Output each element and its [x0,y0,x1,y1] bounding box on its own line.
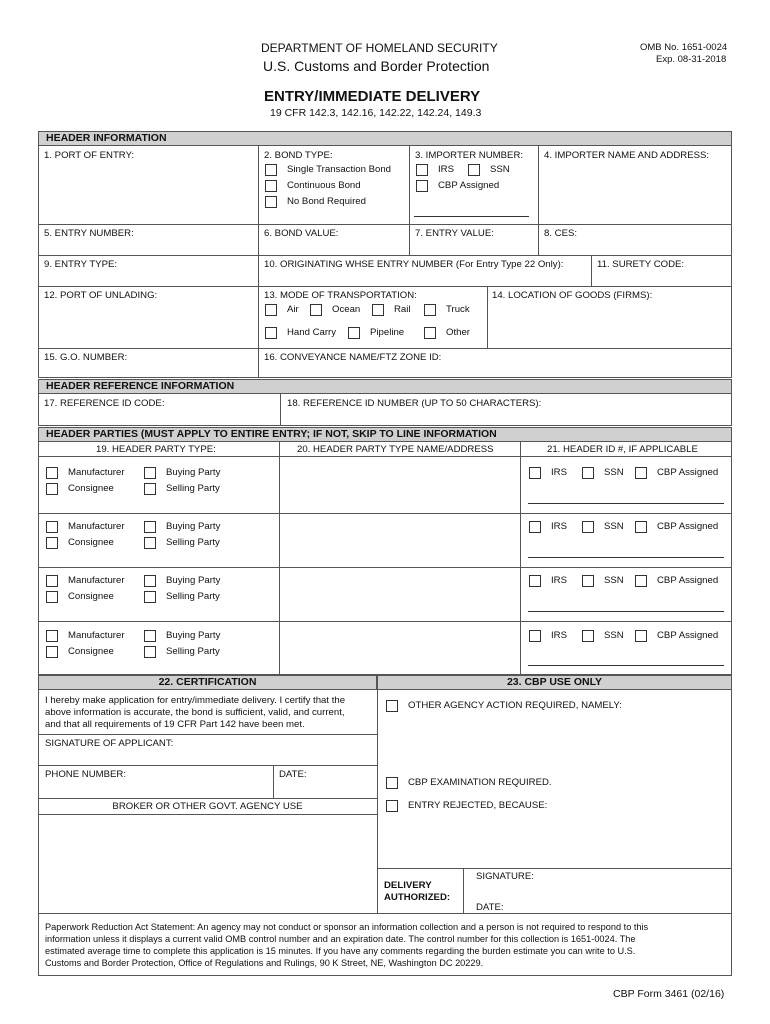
party-irs-label: IRS [551,521,567,532]
cbp-examination-checkbox[interactable] [386,777,398,789]
ocean-checkbox[interactable] [310,304,322,316]
entry-rejected-checkbox[interactable] [386,800,398,812]
buying-party-checkbox[interactable] [144,467,156,479]
paperwork-line3: estimated average time to complete this application is 15 minutes. If you have any comments regarding the burden estimate you can write to U.S. [45,946,636,956]
conveyance-name-label: 16. CONVEYANCE NAME/FTZ ZONE ID: [264,352,442,363]
reference-id-code-label: 17. REFERENCE ID CODE: [44,398,165,409]
paperwork-line2: information unless it displays a current valid OMB control number and an expiration date. The control number for this collection is 1651-0024. The [45,934,636,944]
party-ssn-label: SSN [604,467,624,478]
manufacturer-label: Manufacturer [68,467,125,478]
pipeline-checkbox[interactable] [348,327,360,339]
buying-party-checkbox[interactable] [144,575,156,587]
selling-party-checkbox[interactable] [144,483,156,495]
selling-party-label: Selling Party [166,537,220,548]
surety-code-label: 11. SURETY CODE: [597,259,685,270]
reference-id-number-label: 18. REFERENCE ID NUMBER (UP TO 50 CHARACTERS): [287,398,542,409]
department-name: DEPARTMENT OF HOMELAND SECURITY [261,41,498,55]
importer-number-line[interactable] [414,216,529,217]
pipeline-label: Pipeline [370,327,405,338]
consignee-label: Consignee [68,483,114,494]
buying-party-checkbox[interactable] [144,630,156,642]
party-cbp-label: CBP Assigned [657,467,719,478]
go-number-label: 15. G.O. NUMBER: [44,352,128,363]
single-transaction-bond-label: Single Transaction Bond [287,164,391,175]
party-cbp-label: CBP Assigned [657,521,719,532]
entry-type-label: 9. ENTRY TYPE: [44,259,118,270]
party-ssn-label: SSN [604,575,624,586]
manufacturer-label: Manufacturer [68,521,125,532]
cfr-reference: 19 CFR 142.3, 142.16, 142.22, 142.24, 149.3 [270,107,482,119]
party-id-line[interactable] [528,503,724,504]
manufacturer-label: Manufacturer [68,575,125,586]
importer-cbp-assigned-label: CBP Assigned [438,180,500,191]
party-id-line[interactable] [528,665,724,666]
importer-irs-label: IRS [438,164,454,175]
consignee-checkbox[interactable] [46,646,58,658]
bond-value-label: 6. BOND VALUE: [264,228,339,239]
buying-party-label: Buying Party [166,630,221,641]
importer-ssn-label: SSN [490,164,510,175]
no-bond-required-label: No Bond Required [287,196,366,207]
cbp-signature-label: SIGNATURE: [476,871,534,882]
buying-party-label: Buying Party [166,521,221,532]
signature-of-applicant-label: SIGNATURE OF APPLICANT: [45,738,174,749]
agency-name: U.S. Customs and Border Protection [263,58,490,74]
truck-checkbox[interactable] [424,304,436,316]
form-title: ENTRY/IMMEDIATE DELIVERY [264,88,481,105]
header-reference-title: HEADER REFERENCE INFORMATION [46,380,235,392]
header-id-col: 21. HEADER ID #, IF APPLICABLE [547,444,698,455]
cbp-use-title: 23. CBP USE ONLY [506,676,603,688]
header-information-title: HEADER INFORMATION [46,132,167,144]
header-information-band [38,131,732,146]
party-ssn-checkbox[interactable] [582,575,594,587]
header-parties-band [38,427,732,442]
mode-of-transportation-label: 13. MODE OF TRANSPORTATION: [264,290,417,301]
hand-carry-label: Hand Carry [287,327,337,338]
party-cbp-checkbox[interactable] [635,575,647,587]
party-id-line[interactable] [528,557,724,558]
importer-cbp-assigned-checkbox[interactable] [416,180,428,192]
header-reference-band [38,379,732,394]
selling-party-label: Selling Party [166,483,220,494]
party-cbp-checkbox[interactable] [635,630,647,642]
party-irs-checkbox[interactable] [529,521,541,533]
party-cbp-label: CBP Assigned [657,575,719,586]
party-irs-label: IRS [551,575,567,586]
consignee-label: Consignee [68,646,114,657]
hand-carry-checkbox[interactable] [265,327,277,339]
other-agency-action-label: OTHER AGENCY ACTION REQUIRED, NAMELY: [408,700,622,711]
certification-text-line2: above information is accurate, the bond is sufficient, valid, and current, [45,707,345,718]
selling-party-label: Selling Party [166,591,220,602]
party-ssn-checkbox[interactable] [582,630,594,642]
certification-text-line1: I hereby make application for entry/immediate delivery. I certify that the [45,695,346,706]
entry-rejected-label: ENTRY REJECTED, BECAUSE: [408,800,548,811]
consignee-label: Consignee [68,537,114,548]
importer-number-label: 3. IMPORTER NUMBER: [415,150,524,161]
paperwork-line1: Paperwork Reduction Act Statement: An agency may not conduct or sponsor an information collection and a person is not required to respond to this [45,922,649,932]
ocean-label: Ocean [332,304,361,315]
no-bond-required-checkbox[interactable] [265,196,277,208]
buying-party-label: Buying Party [166,467,221,478]
consignee-label: Consignee [68,591,114,602]
manufacturer-checkbox[interactable] [46,575,58,587]
header-parties-title: HEADER PARTIES (MUST APPLY TO ENTIRE ENTRY; IF NOT, SKIP TO LINE INFORMATION [46,428,497,440]
continuous-bond-checkbox[interactable] [265,180,277,192]
certification-text-line3: and that all requirements of 19 CFR Part 142 have been met. [45,719,305,730]
manufacturer-checkbox[interactable] [46,630,58,642]
omb-number: OMB No. 1651-0024 [640,42,728,53]
consignee-checkbox[interactable] [46,483,58,495]
consignee-checkbox[interactable] [46,591,58,603]
rail-label: Rail [394,304,411,315]
port-of-unlading-label: 12. PORT OF UNLADING: [44,290,158,301]
party-cbp-checkbox[interactable] [635,521,647,533]
other-transport-checkbox[interactable] [424,327,436,339]
party-irs-checkbox[interactable] [529,630,541,642]
certification-band [38,675,377,690]
cbp-date-label: DATE: [476,902,504,913]
manufacturer-checkbox[interactable] [46,467,58,479]
air-checkbox[interactable] [265,304,277,316]
certification-title: 22. CERTIFICATION [158,676,257,688]
originating-whse-label: 10. ORIGINATING WHSE ENTRY NUMBER (For Entry Type 22 Only): [264,259,564,270]
importer-name-address-label: 4. IMPORTER NAME AND ADDRESS: [544,150,710,161]
phone-number-label: PHONE NUMBER: [45,769,127,780]
broker-agency-use-label: BROKER OR OTHER GOVT. AGENCY USE [112,801,303,812]
importer-ssn-checkbox[interactable] [468,164,480,176]
selling-party-label: Selling Party [166,646,220,657]
manufacturer-checkbox[interactable] [46,521,58,533]
other-agency-action-checkbox[interactable] [386,700,398,712]
form-number: CBP Form 3461 (02/16) [613,988,725,1000]
party-cbp-label: CBP Assigned [657,630,719,641]
buying-party-label: Buying Party [166,575,221,586]
party-ssn-checkbox[interactable] [582,521,594,533]
air-label: Air [287,304,299,315]
header-party-name-col: 20. HEADER PARTY TYPE NAME/ADDRESS [297,444,494,455]
cbp-examination-label: CBP EXAMINATION REQUIRED. [408,777,552,788]
consignee-checkbox[interactable] [46,537,58,549]
party-irs-checkbox[interactable] [529,575,541,587]
party-ssn-label: SSN [604,630,624,641]
continuous-bond-label: Continuous Bond [287,180,361,191]
rail-checkbox[interactable] [372,304,384,316]
party-irs-checkbox[interactable] [529,467,541,479]
port-of-entry-label: 1. PORT OF ENTRY: [44,150,135,161]
delivery-authorized-line1: DELIVERY [384,880,432,891]
ces-label: 8. CES: [544,228,578,239]
party-cbp-checkbox[interactable] [635,467,647,479]
header-party-type-col: 19. HEADER PARTY TYPE: [96,444,216,455]
header-parties-section [38,442,732,675]
party-id-line[interactable] [528,611,724,612]
manufacturer-label: Manufacturer [68,630,125,641]
port-of-entry-field[interactable] [40,162,256,222]
buying-party-checkbox[interactable] [144,521,156,533]
entry-value-label: 7. ENTRY VALUE: [415,228,494,239]
selling-party-checkbox[interactable] [144,591,156,603]
party-ssn-checkbox[interactable] [582,467,594,479]
paperwork-line4: Customs and Border Protection, Office of Regulations and Rulings, 90 K Street, NE, Washington DC 20229. [45,958,484,968]
selling-party-checkbox[interactable] [144,537,156,549]
expiration-date: Exp. 08-31-2018 [656,54,727,65]
single-transaction-bond-checkbox[interactable] [265,164,277,176]
selling-party-checkbox[interactable] [144,646,156,658]
other-transport-label: Other [446,327,470,338]
delivery-authorized-line2: AUTHORIZED: [384,892,451,903]
party-irs-label: IRS [551,630,567,641]
party-ssn-label: SSN [604,521,624,532]
entry-number-label: 5. ENTRY NUMBER: [44,228,134,239]
party-irs-label: IRS [551,467,567,478]
truck-label: Truck [446,304,470,315]
location-of-goods-label: 14. LOCATION OF GOODS (FIRMS): [492,290,653,301]
cbp-use-band [377,675,732,690]
bond-type-label: 2. BOND TYPE: [264,150,333,161]
certification-date-label: DATE: [279,769,307,780]
importer-irs-checkbox[interactable] [416,164,428,176]
